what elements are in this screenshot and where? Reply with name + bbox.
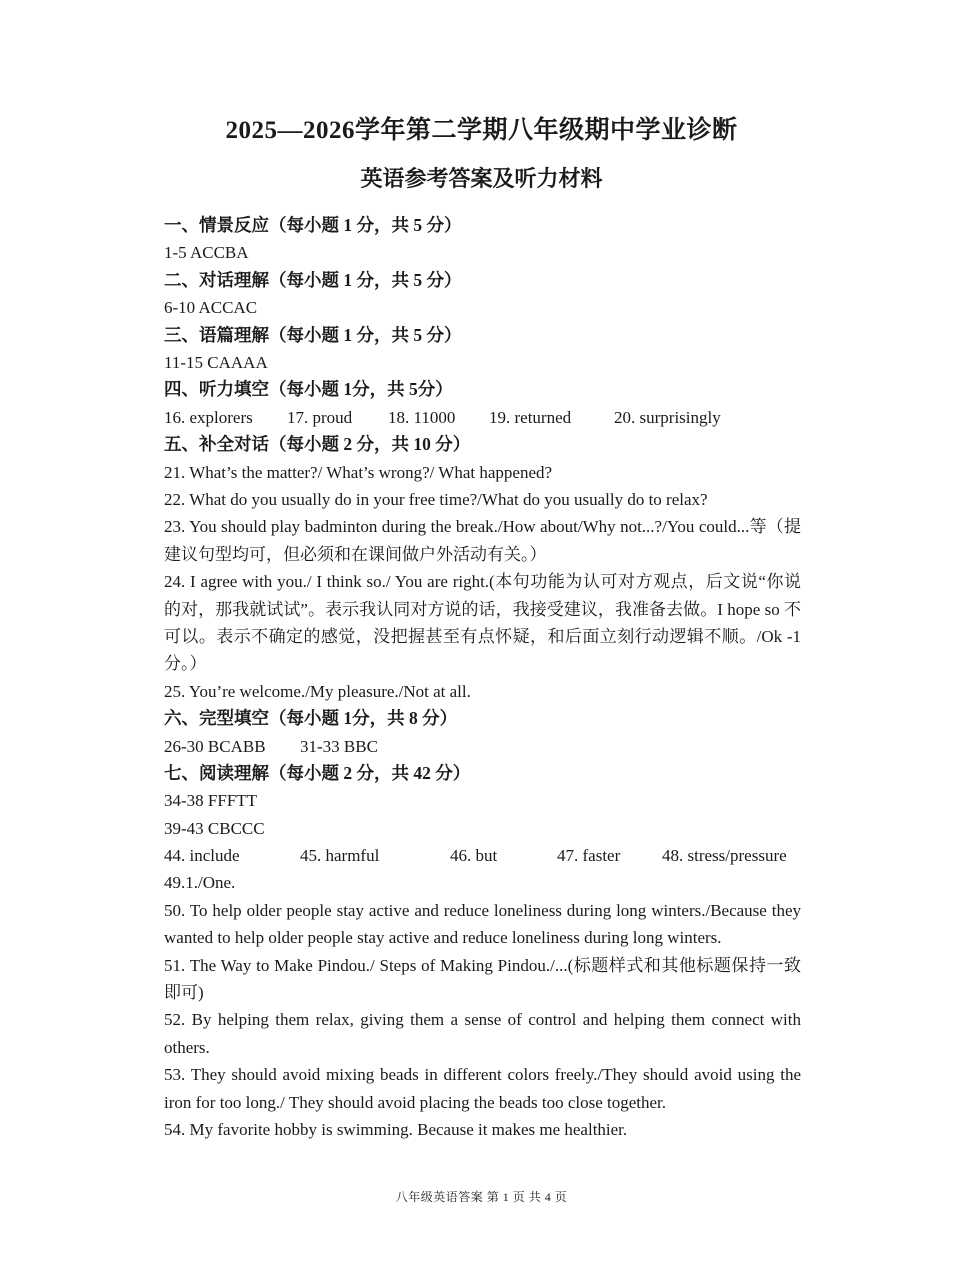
answer-23: 23. You should play badminton during the break./How about/Why not...?/You could...等（提建议句型均可，但必须和在课间做户外活动有关。） [164, 517, 801, 564]
reading-fill-answers [164, 842, 801, 869]
answer-39-43: 39-43 CBCCC [164, 818, 265, 838]
section-heading-6: 六、完型填空（每小题 1分，共 8 分） [164, 708, 458, 729]
answer-24: 24. I agree with you./ I think so./ You are right.(本句功能为认可对方观点，后文说“你说的对，那我就试试”。表示我认同对方说的话，我接受建议，我准备去做。I hope so 不可以。表示不确定的感觉，没把握甚至有点怀疑，和后面立刻行动逻辑不顺。/Ok -1 分。） [164, 572, 801, 674]
section-heading-4: 四、听力填空（每小题 1分，共 5分） [164, 379, 453, 400]
section-heading-1: 一、情景反应（每小题 1 分，共 5 分） [164, 215, 462, 235]
section-heading-5: 五、补全对话（每小题 2 分，共 10 分） [164, 434, 471, 455]
section-heading-3: 三、语篇理解（每小题 1 分，共 5 分） [164, 324, 462, 345]
answer-54: 54. My favorite hobby is swimming. Because it makes me healthier. [164, 1120, 628, 1140]
answer-50: 50. To help older people stay active and reduce loneliness during long winters./Because they wanted to help older people stay active and reduce loneliness during long winters. [164, 900, 801, 948]
section-answer-1: 1-5 ACCBA [164, 243, 249, 263]
document-subtitle: 英语参考答案及听力材料 [360, 166, 603, 191]
answer-item: 45. harmful [300, 846, 380, 866]
answer-item: 31-33 BBC [300, 736, 378, 756]
section-answer-2: 6-10 ACCAC [164, 298, 258, 318]
answer-51: 51. The Way to Make Pindou./ Steps of Making Pindou./...(标题样式和其他标题保持一致即可) [164, 955, 801, 1003]
answer-25: 25. You’re welcome./My pleasure./Not at all. [164, 681, 471, 701]
answer-item: 18. 11000 [388, 407, 456, 427]
answer-item: 26-30 BCABB [164, 736, 266, 756]
answer-item: 47. faster [557, 846, 621, 866]
section-heading-2: 二、对话理解（每小题 1 分，共 5 分） [164, 269, 462, 290]
answer-item: 19. returned [489, 407, 572, 427]
answer-53: 53. They should avoid mixing beads in different colors freely./They should avoid using the iron for too long./ They should avoid placing the beads too close together. [164, 1065, 801, 1112]
answer-22: 22. What do you usually do in your free time?/What do you usually do to relax? [164, 489, 708, 509]
listening-fill-answers [164, 404, 801, 431]
document-title: 2025—2026学年第二学期八年级期中学业诊断 [225, 117, 738, 144]
answer-52: 52. By helping them relax, giving them a sense of control and helping them connect with others. [164, 1010, 801, 1057]
answer-item: 46. but [450, 846, 498, 866]
section-answer-3: 11-15 CAAAA [164, 352, 268, 372]
answer-item: 48. stress/pressure [662, 846, 787, 866]
page-footer: 八年级英语答案 第 1 页 共 4 页 [395, 1190, 568, 1204]
answer-item: 17. proud [287, 407, 353, 427]
answer-21: 21. What’s the matter?/ What’s wrong?/ What happened? [164, 462, 553, 482]
answer-item: 44. include [164, 846, 240, 866]
answer-content [164, 212, 801, 1144]
answer-49: 49.1./One. [164, 873, 236, 893]
answer-item: 20. surprisingly [614, 407, 721, 427]
section-heading-7: 七、阅读理解（每小题 2 分，共 42 分） [164, 762, 471, 783]
answer-34-38: 34-38 FFFTT [164, 791, 258, 811]
answer-item: 16. explorers [164, 407, 253, 427]
cloze-answers [164, 733, 801, 760]
